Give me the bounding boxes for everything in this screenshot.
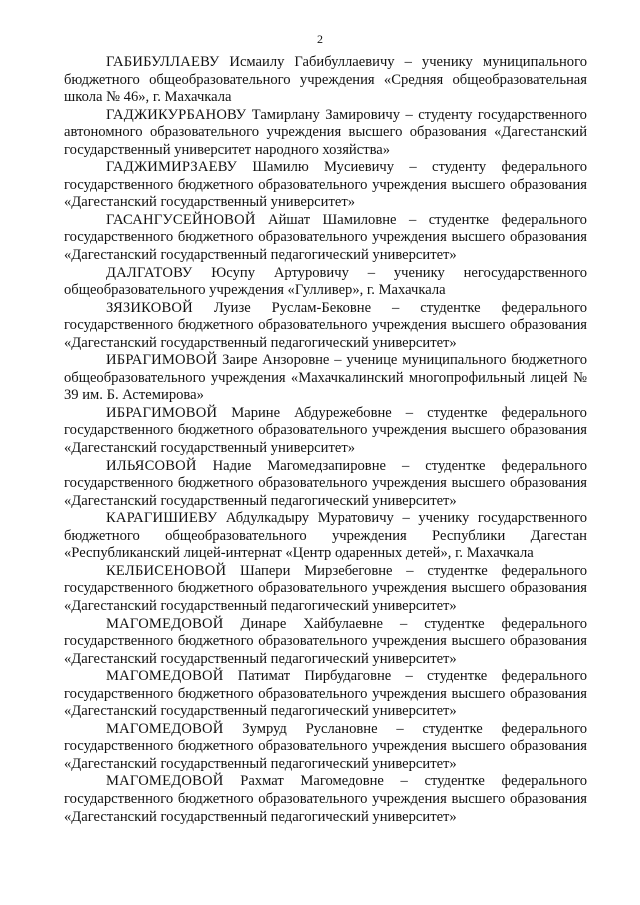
list-entry-13 [64, 668, 587, 721]
entry-surname: ГАБИБУЛЛАЕВУ [106, 54, 220, 70]
list-entry-9 [64, 458, 587, 511]
entry-surname: МАГОМЕДОВОЙ [106, 668, 224, 685]
entry-details: Надие Магомедзапировне – студентке федерального государственного бюджетного образовательного учреждения высшего образования «Дагестанский государственный педагогический университет» [64, 457, 588, 509]
entry-details: Шапери Мирзебеговне – студентке федерального государственного бюджетного образовательного учреждения высшего образования «Дагестанский государственный педагогический университет» [64, 562, 587, 614]
list-entry-5 [64, 265, 587, 300]
award-list [64, 54, 587, 826]
entry-surname: ДАЛГАТОВУ [106, 264, 193, 281]
entry-surname: ГАДЖИМИРЗАЕВУ [106, 159, 238, 176]
entry-surname: ИБРАГИМОВОЙ [106, 352, 218, 369]
entry-surname: ИБРАГИМОВОЙ [106, 404, 218, 421]
list-entry-11 [64, 563, 587, 616]
list-entry-14 [64, 721, 587, 774]
entry-details: Юсупу Артуровичу – ученику негосударственного общеобразовательного учреждения «Гулливер», г. Махачкала [64, 264, 587, 299]
entry-surname: КЕЛБИСЕНОВОЙ [106, 562, 227, 579]
list-entry-10 [64, 510, 587, 563]
entry-details: Шамилю Мусиевичу – студенту федерального государственного бюджетного образовательного учреждения высшего образования «Дагестанский государственный университет» [64, 159, 588, 211]
list-entry-7 [64, 352, 587, 405]
entry-surname: МАГОМЕДОВОЙ [106, 615, 224, 632]
list-entry-3 [64, 159, 587, 212]
page-number: 2 [317, 32, 323, 46]
entry-details: Тамирлану Замировичу – студенту государственного автономного образовательного учреждения высшего образования «Дагестанский государственный университет народного хозяйства» [64, 106, 587, 158]
entry-details: Абдулкадыру Муратовичу – ученику государственного бюджетного общеобразовательного учреждения Республики Дагестан «Республиканский лицей-интернат «Центр одаренных детей», г. Махачкала [64, 510, 587, 562]
list-entry-12 [64, 616, 587, 669]
list-entry-1 [64, 54, 587, 107]
entry-details: Патимат Пирбудаговне – студентке федерального государственного бюджетного образовательного учреждения высшего образования «Дагестанский государственный педагогический университет» [64, 668, 587, 720]
list-entry-15 [64, 773, 587, 826]
entry-surname: ЗЯЗИКОВОЙ [106, 299, 193, 316]
entry-surname: МАГОМЕДОВОЙ [106, 773, 224, 790]
entry-details: Рахмат Магомедовне – студентке федерального государственного бюджетного образовательного учреждения высшего образования «Дагестанский государственный педагогический университет» [64, 773, 587, 825]
list-entry-6 [64, 300, 587, 353]
entry-surname: МАГОМЕДОВОЙ [106, 720, 224, 737]
entry-details: Динаре Хайбулаевне – студентке федерального государственного бюджетного образовательного учреждения высшего образования «Дагестанский государственный педагогический университет» [64, 615, 587, 667]
entry-surname: КАРАГИШИЕВУ [106, 510, 218, 527]
entry-details: Заире Анзоровне – ученице муниципального бюджетного общеобразовательного учреждения «Махачкалинский многопрофильный лицей № 39 им. Б. Астемирова» [64, 352, 587, 404]
entry-details: Исмаилу Габибуллаевичу – ученику муниципального бюджетного общеобразовательного учреждения «Средняя общеобразовательная школа № 46», г. Махачкала [64, 54, 587, 106]
entry-details: Луизе Руслам-Бековне – студентке федерального государственного бюджетного образовательного учреждения высшего образования «Дагестанский государственный педагогический университет» [64, 299, 587, 351]
entry-surname: ГАСАНГУСЕЙНОВОЙ [106, 211, 256, 228]
entry-surname: ГАДЖИКУРБАНОВУ [106, 106, 247, 123]
entry-details: Марине Абдурежебовне – студентке федерального государственного бюджетного образовательного учреждения высшего образования «Дагестанский государственный университет» [64, 404, 587, 457]
list-entry-2 [64, 107, 587, 160]
list-entry-4 [64, 212, 587, 265]
entry-surname: ИЛЬЯСОВОЙ [106, 457, 197, 474]
entry-details: Зумруд Руслановне – студентке федерального государственного бюджетного образовательного учреждения высшего образования «Дагестанский государственный педагогический университет» [64, 720, 587, 772]
list-entry-8 [64, 405, 587, 458]
entry-details: Айшат Шамиловне – студентке федерального государственного бюджетного образовательного учреждения высшего образования «Дагестанский государственный педагогический университет» [64, 211, 587, 264]
